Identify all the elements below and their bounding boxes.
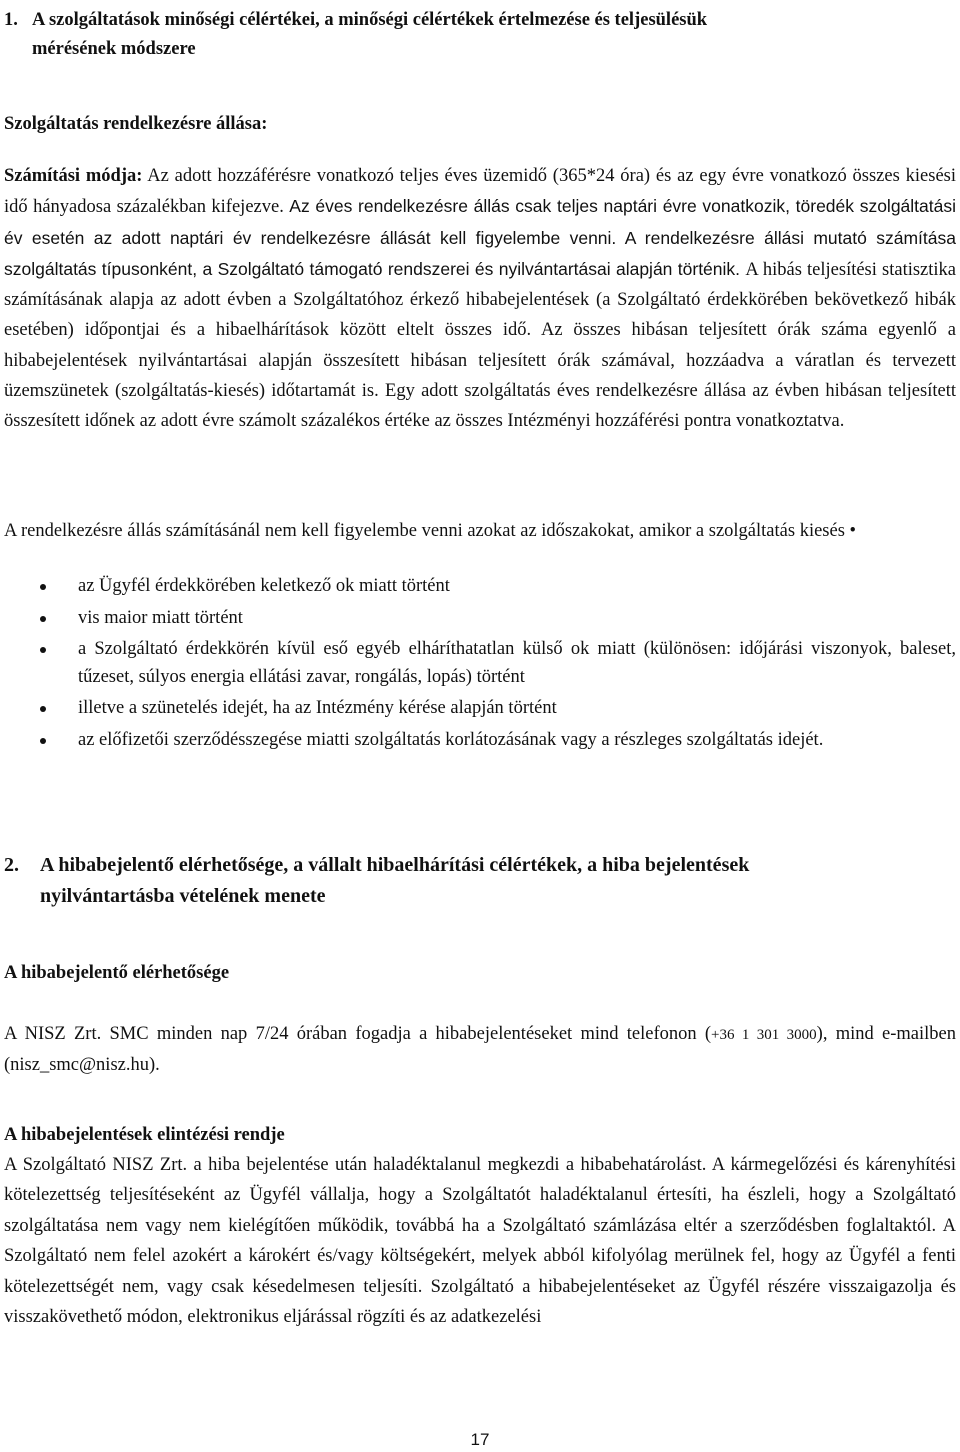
section-1-heading — [4, 6, 956, 64]
contact-phone: +36 1 301 3000 — [711, 1027, 817, 1043]
section-1-number: 1. — [4, 10, 18, 30]
section-2-title-line1: A hibabejelentő elérhetősége, a vállalt hibaelhárítási célértékek, a hiba bejelentések — [40, 854, 750, 876]
availability-method-paragraph — [4, 161, 956, 437]
list-item: vis maior miatt történt — [40, 605, 956, 633]
bullet-icon — [40, 647, 46, 653]
section-2-number: 2. — [4, 854, 19, 876]
availability-para-c: A hibás teljesítési statisztika számításának alapja az adott évben a Szolgáltatóhoz érkező hibabejelentések (a Szolgáltató érdekkörében bekövetkező hibák esetében) időpontjai és a hibaelhárítások között eltelt összes idő. — [4, 259, 957, 341]
exclusion-intro: A rendelkezésre állás számításánál nem kell figyelembe venni azokat az időszakokat, amikor a szolgáltatás kiesés • — [4, 521, 857, 541]
handling-paragraph: A Szolgáltató NISZ Zrt. a hiba bejelentése után haladéktalanul megkezdi a hibabehatárolást. A kármegelőzési és kárenyhítési kötelezettség teljesítéseként az Ügyfél vállalja, hogy a Szolgáltatót haladéktalanul értesíti, ha észleli, hogy a Szolgáltató szolgáltatása nem vagy nem kielégítően működik, továbbá ha a Szolgáltató számlázása eltér a szerződésben foglaltaktól. A Szolgáltató nem felel azokért a károkért és/vagy költségekért, melyek abból kifolyólag merülnek fel, hogy az Ügyfél a fenti kötelezettségét nem, vagy csak késedelmesen teljesíti. Szolgáltató a hibabejelentéseket az Ügyfél részére visszaigazolja és visszakövethető módon, elektronikus eljárással rögzíti és az adatkezelési — [4, 1155, 956, 1328]
contact-text-post: ), mind e-mailben (nisz_smc@nisz.hu). — [4, 1024, 956, 1075]
bullet-icon — [40, 616, 46, 622]
bullet-icon — [40, 738, 46, 744]
method-label: Számítási módja: — [4, 166, 143, 186]
bullet-icon — [40, 584, 46, 590]
section-1-title-line2: mérésének módszere — [32, 39, 196, 59]
contact-text-pre: A NISZ Zrt. SMC minden nap 7/24 órában fogadja a hibabejelentéseket mind telefonon ( — [4, 1024, 712, 1044]
availability-subtitle: Szolgáltatás rendelkezésre állása: — [4, 114, 268, 134]
page-number: 17 — [470, 1430, 490, 1449]
section-2-heading — [4, 850, 956, 912]
list-item: a Szolgáltató érdekkörén kívül eső egyéb elháríthatatlan külső ok miatt (különösen: időjárási viszonyok, baleset, tűzeset, súlyos energia ellátási zavar, rongálás, lopás) történt — [40, 636, 956, 691]
reporting-contact-subtitle: A hibabejelentő elérhetősége — [4, 963, 230, 983]
list-item: az Ügyfél érdekkörében keletkező ok miatt történt — [40, 573, 956, 601]
handling-subtitle: A hibabejelentések elintézési rendje — [4, 1125, 285, 1145]
section-2-title-line2: nyilvántartásba vételének menete — [40, 885, 326, 907]
availability-para-a: Az éves rendelkezésre állás csak teljes naptári évre vonatkozik, töredék szolgáltatási év esetén az adott naptári év rendelkezésre állását kell figyelembe venni. — [4, 196, 956, 248]
reporting-contact-paragraph — [4, 1019, 956, 1080]
availability-para-b: A rendelkezésre állási mutató számítása szolgáltatás típusonként, a Szolgáltató támogató rendszerei és nyilvántartásai alapján történik. — [4, 227, 956, 279]
section-1-title-line1: A szolgáltatások minőségi célértékei, a minőségi célértékek értelmezése és teljesülésük — [32, 10, 708, 30]
exclusion-list — [40, 573, 956, 758]
list-item: illetve a szünetelés idejét, ha az Intézmény kérése alapján történt — [40, 695, 956, 723]
availability-para-d: Az összes hibásan teljesített órák száma egyenlő a hibabejelentések nyilvántartásai alapján összesített hibásan teljesített órák számával, hozzáadva a váratlan és tervezett üzemszünetek (szolgáltatás-kiesés) időtartamát is. Egy adott szolgáltatás éves rendelkezésre állása az évben hibásan teljesített összesített időnek az adott évre számolt százalékos értéke az összes Intézményi hozzáférési pontra vonatkoztatva. — [4, 320, 956, 432]
list-item: az előfizetői szerződésszegése miatti szolgáltatás korlátozásának vagy a részleges szolgáltatás idejét. — [40, 727, 956, 755]
bullet-icon — [40, 706, 46, 712]
method-text: Az adott hozzáférésre vonatkozó teljes éves üzemidő (365*24 óra) és az egy évre vonatkozó összes kiesési idő hányadosa százalékban kifejezve. — [4, 166, 956, 218]
